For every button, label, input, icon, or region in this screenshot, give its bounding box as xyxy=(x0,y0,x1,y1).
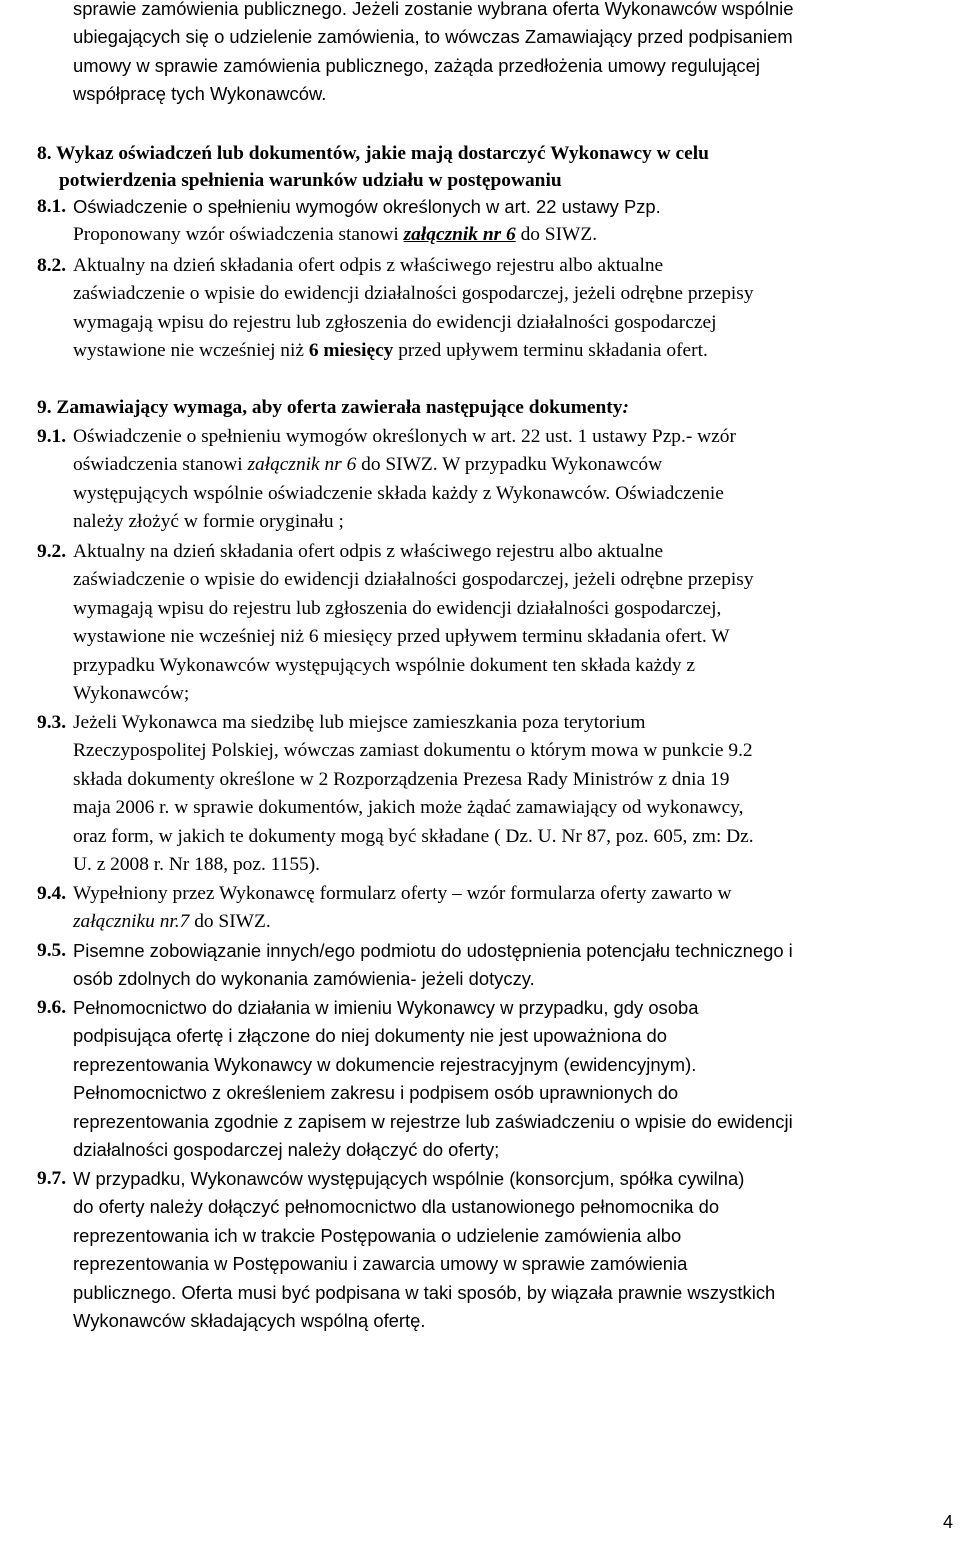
text-line: Aktualny na dzień składania ofert odpis z właściwego rejestru albo aktualne xyxy=(73,255,664,276)
text-line: do oferty należy dołączyć pełnomocnictwo dla ustanowionego pełnomocnika do xyxy=(73,1196,720,1218)
text-line: Wypełniony przez Wykonawcę formularz oferty – wzór formularza oferty zawarto w xyxy=(73,883,732,904)
section-9-heading: 9. Zamawiający wymaga, aby oferta zawierała następujące dokumenty: xyxy=(37,395,950,422)
text-line: zaświadczenie o wpisie do ewidencji działalności gospodarczej, jeżeli odrębne przepisy xyxy=(73,283,754,305)
text-line: sprawie zamówienia publicznego. Jeżeli zostanie wybrana oferta Wykonawców wspólnie xyxy=(73,0,794,19)
attachment-reference: załącznik nr 6 xyxy=(247,454,357,476)
item-9-1 xyxy=(37,423,954,537)
text-line: umowy w sprawie zamówienia publicznego, zażąda przedłożenia umowy regulującej xyxy=(73,54,760,76)
text-line: wystawione nie wcześniej niż 6 miesięcy przed upływem terminu składania ofert. xyxy=(73,340,708,362)
text-line: oraz form, w jakich te dokumenty mogą być składane ( Dz. U. Nr 87, poz. 605, zm: Dz. xyxy=(73,825,754,847)
text-line: Aktualny na dzień składania ofert odpis z właściwego rejestru albo aktualne xyxy=(73,541,664,562)
item-number: 8.2. xyxy=(37,255,67,276)
text-line: U. z 2008 r. Nr 188, poz. 1155). xyxy=(73,854,321,876)
text-line: Wykonawców; xyxy=(73,683,190,705)
item-9-4 xyxy=(37,880,954,937)
text-line: Pełnomocnictwo z określeniem zakresu i podpisem osób uprawnionych do xyxy=(73,1082,679,1104)
text-line: maja 2006 r. w sprawie dokumentów, jakich może żądać zamawiający od wykonawcy, xyxy=(73,797,744,819)
text-line: oświadczenia stanowi załącznik nr 6 do SIWZ. W przypadku Wykonawców xyxy=(73,454,663,476)
page-number: 4 xyxy=(942,1512,953,1532)
section-title: Zamawiający wymaga, aby oferta zawierała następujące dokumenty xyxy=(56,397,623,418)
item-number: 9.6. xyxy=(37,997,67,1018)
item-number: 9.1. xyxy=(37,426,67,447)
text-line: publicznego. Oferta musi być podpisana w taki sposób, by wiązała prawnie wszystkich xyxy=(73,1281,776,1303)
text-line: W przypadku, Wykonawców występujących wspólnie (konsorcjum, spółka cywilna) xyxy=(73,1168,745,1189)
section-title-cont: potwierdzenia spełnienia warunków udziału w postępowaniu xyxy=(59,169,562,191)
item-9-7 xyxy=(37,1165,954,1335)
section-title: Wykaz oświadczeń lub dokumentów, jakie mają dostarczyć Wykonawcy w celu xyxy=(56,143,709,164)
text-line: Rzeczypospolitej Polskiej, wówczas zamiast dokumentu o którym mowa w punkcie 9.2 xyxy=(73,740,753,762)
section-number: 9. xyxy=(37,397,52,418)
text-line: działalności gospodarczej należy dołączyć do oferty; xyxy=(73,1139,500,1161)
attachment-reference: załącznik nr 6 xyxy=(403,224,516,246)
item-number: 8.1. xyxy=(37,196,67,217)
text-line: przypadku Wykonawców występujących wspólnie dokument ten składa każdy z xyxy=(73,654,696,676)
text-line: współpracę tych Wykonawców. xyxy=(73,83,327,105)
text-line: składa dokumenty określone w 2 Rozporządzenia Prezesa Rady Ministrów z dnia 19 xyxy=(73,768,730,790)
text-line: Pełnomocnictwo do działania w imieniu Wykonawcy w przypadku, gdy osoba xyxy=(73,997,699,1018)
text-line: wymagają wpisu do rejestru lub zgłoszenia do ewidencji działalności gospodarczej, xyxy=(73,597,722,619)
item-number: 9.2. xyxy=(37,541,67,562)
text-line: załączniku nr.7 do SIWZ. xyxy=(73,911,271,933)
text-line: Oświadczenie o spełnieniu wymogów określonych w art. 22 ustawy Pzp. xyxy=(73,196,661,217)
item-8-1 xyxy=(37,193,954,250)
text-line: Oświadczenie o spełnieniu wymogów określonych w art. 22 ust. 1 ustawy Pzp.- wzór xyxy=(73,426,736,447)
text-line: reprezentowania w Postępowaniu i zawarcia umowy w sprawie zamówienia xyxy=(73,1253,688,1275)
text-line: wystawione nie wcześniej niż 6 miesięcy przed upływem terminu składania ofert. W xyxy=(73,626,730,648)
text-line: reprezentowania ich w trakcie Postępowania o udzielenie zamówienia albo xyxy=(73,1224,682,1246)
text-line: reprezentowania Wykonawcy w dokumencie rejestracyjnym (ewidencyjnym). xyxy=(73,1053,697,1075)
attachment-reference: załączniku nr.7 xyxy=(73,911,190,933)
text-line: należy złożyć w formie oryginału ; xyxy=(73,511,344,533)
item-9-3 xyxy=(37,709,954,879)
text-line: ubiegających się o udzielenie zamówienia, to wówczas Zamawiający przed podpisaniem xyxy=(73,26,793,48)
text-line: Jeżeli Wykonawca ma siedzibę lub miejsce zamieszkania poza terytorium xyxy=(73,712,646,733)
text-line: Pisemne zobowiązanie innych/ego podmiotu do udostępnienia potencjału technicznego i xyxy=(73,940,793,961)
item-number: 9.3. xyxy=(37,712,67,733)
text-line: występujących wspólnie oświadczenie składa każdy z Wykonawców. Oświadczenie xyxy=(73,482,724,504)
item-number: 9.5. xyxy=(37,940,67,961)
text-line: wymagają wpisu do rejestru lub zgłoszenia do ewidencji działalności gospodarczej xyxy=(73,311,717,333)
item-9-5 xyxy=(37,937,954,994)
item-8-2 xyxy=(37,252,954,366)
item-number: 9.4. xyxy=(37,883,67,904)
text-line: osób zdolnych do wykonania zamówienia- jeżeli dotyczy. xyxy=(73,968,535,990)
section-number: 8. xyxy=(37,143,52,164)
text-line: reprezentowania zgodnie z zapisem w rejestrze lub zaświadczeniu o wpisie do ewidencji xyxy=(73,1110,793,1132)
text-line: podpisująca ofertę i złączone do niej dokumenty nie jest upoważniona do xyxy=(73,1025,667,1047)
text-line: Wykonawców składających wspólną ofertę. xyxy=(73,1310,426,1332)
item-9-6 xyxy=(37,994,954,1164)
text-line: Proponowany wzór oświadczenia stanowi załącznik nr 6 do SIWZ. xyxy=(73,224,598,246)
item-number: 9.7. xyxy=(37,1168,67,1189)
intro-paragraph xyxy=(73,0,954,109)
text-line: zaświadczenie o wpisie do ewidencji działalności gospodarczej, jeżeli odrębne przepisy xyxy=(73,569,754,591)
item-9-2 xyxy=(37,538,954,708)
section-8-heading xyxy=(37,141,950,194)
